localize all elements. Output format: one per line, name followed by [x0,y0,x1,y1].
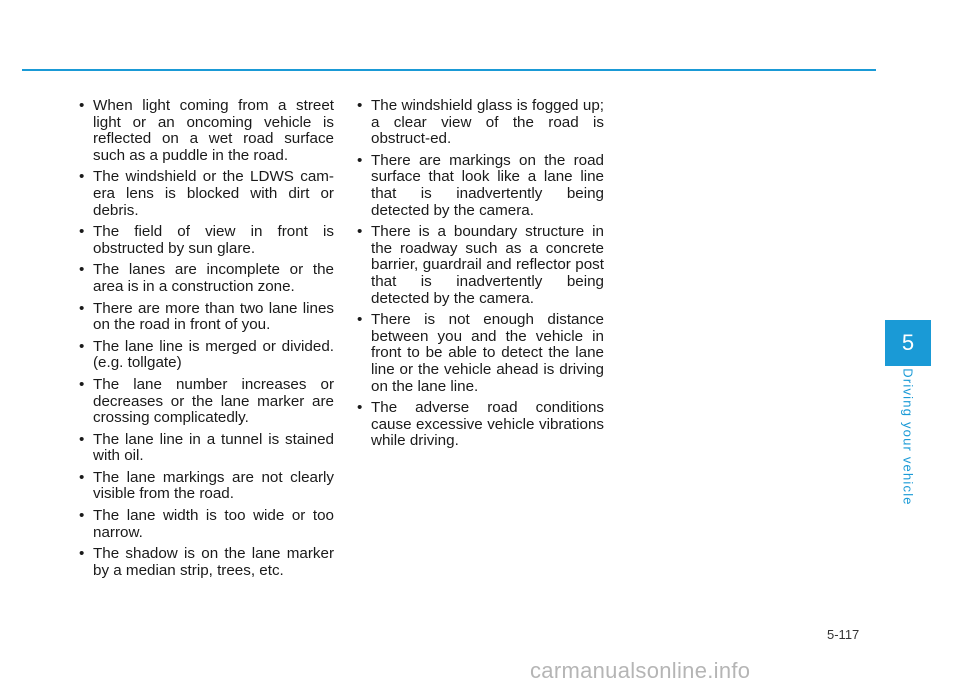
list-item: • The lane line in a tunnel is stained with oil. [76,432,334,465]
list-item: • The adverse road conditions cause excessive vehicle vibrations while driving. [354,400,604,450]
list-item: • The lane line is merged or divided. (e.g. tollgate) [76,339,334,372]
chapter-title: Driving your vehicle [900,368,916,506]
list-item: • The shadow is on the lane marker by a median strip, trees, etc. [76,546,334,579]
list-item: • The lanes are incomplete or the area is in a construction zone. [76,262,334,295]
list-item: • There is a boundary structure in the roadway such as a concrete barrier, guardrail and reflector post that is inadvertently being detected by the camera. [354,224,604,307]
list-item: • There are markings on the road surface that look like a lane line that is inadvertently being detected by the camera. [354,153,604,219]
header-rule [22,69,876,71]
list-item: • The windshield glass is fogged up; a clear view of the road is obstruct-ed. [354,98,604,148]
left-bullet-list [76,98,334,584]
list-item: • There is not enough distance between you and the vehicle in front to be able to detect the lane line or the vehicle ahead is driving on the lane line. [354,312,604,395]
list-item: • There are more than two lane lines on the road in front of you. [76,301,334,334]
list-item: • When light coming from a street light or an oncoming vehicle is reflected on a wet road surface such as a puddle in the road. [76,98,334,164]
list-item: • The lane number increases or decreases or the lane marker are crossing complicatedly. [76,377,334,427]
list-item: • The lane markings are not clearly visible from the road. [76,470,334,503]
list-item: • The field of view in front is obstructed by sun glare. [76,224,334,257]
watermark: carmanualsonline.info [530,658,751,683]
page-number: 5-117 [827,627,860,642]
right-bullet-list [354,98,604,455]
list-item: • The lane width is too wide or too narrow. [76,508,334,541]
chapter-tab: 5 [885,320,931,366]
list-item: • The windshield or the LDWS cam-era lens is blocked with dirt or debris. [76,169,334,219]
